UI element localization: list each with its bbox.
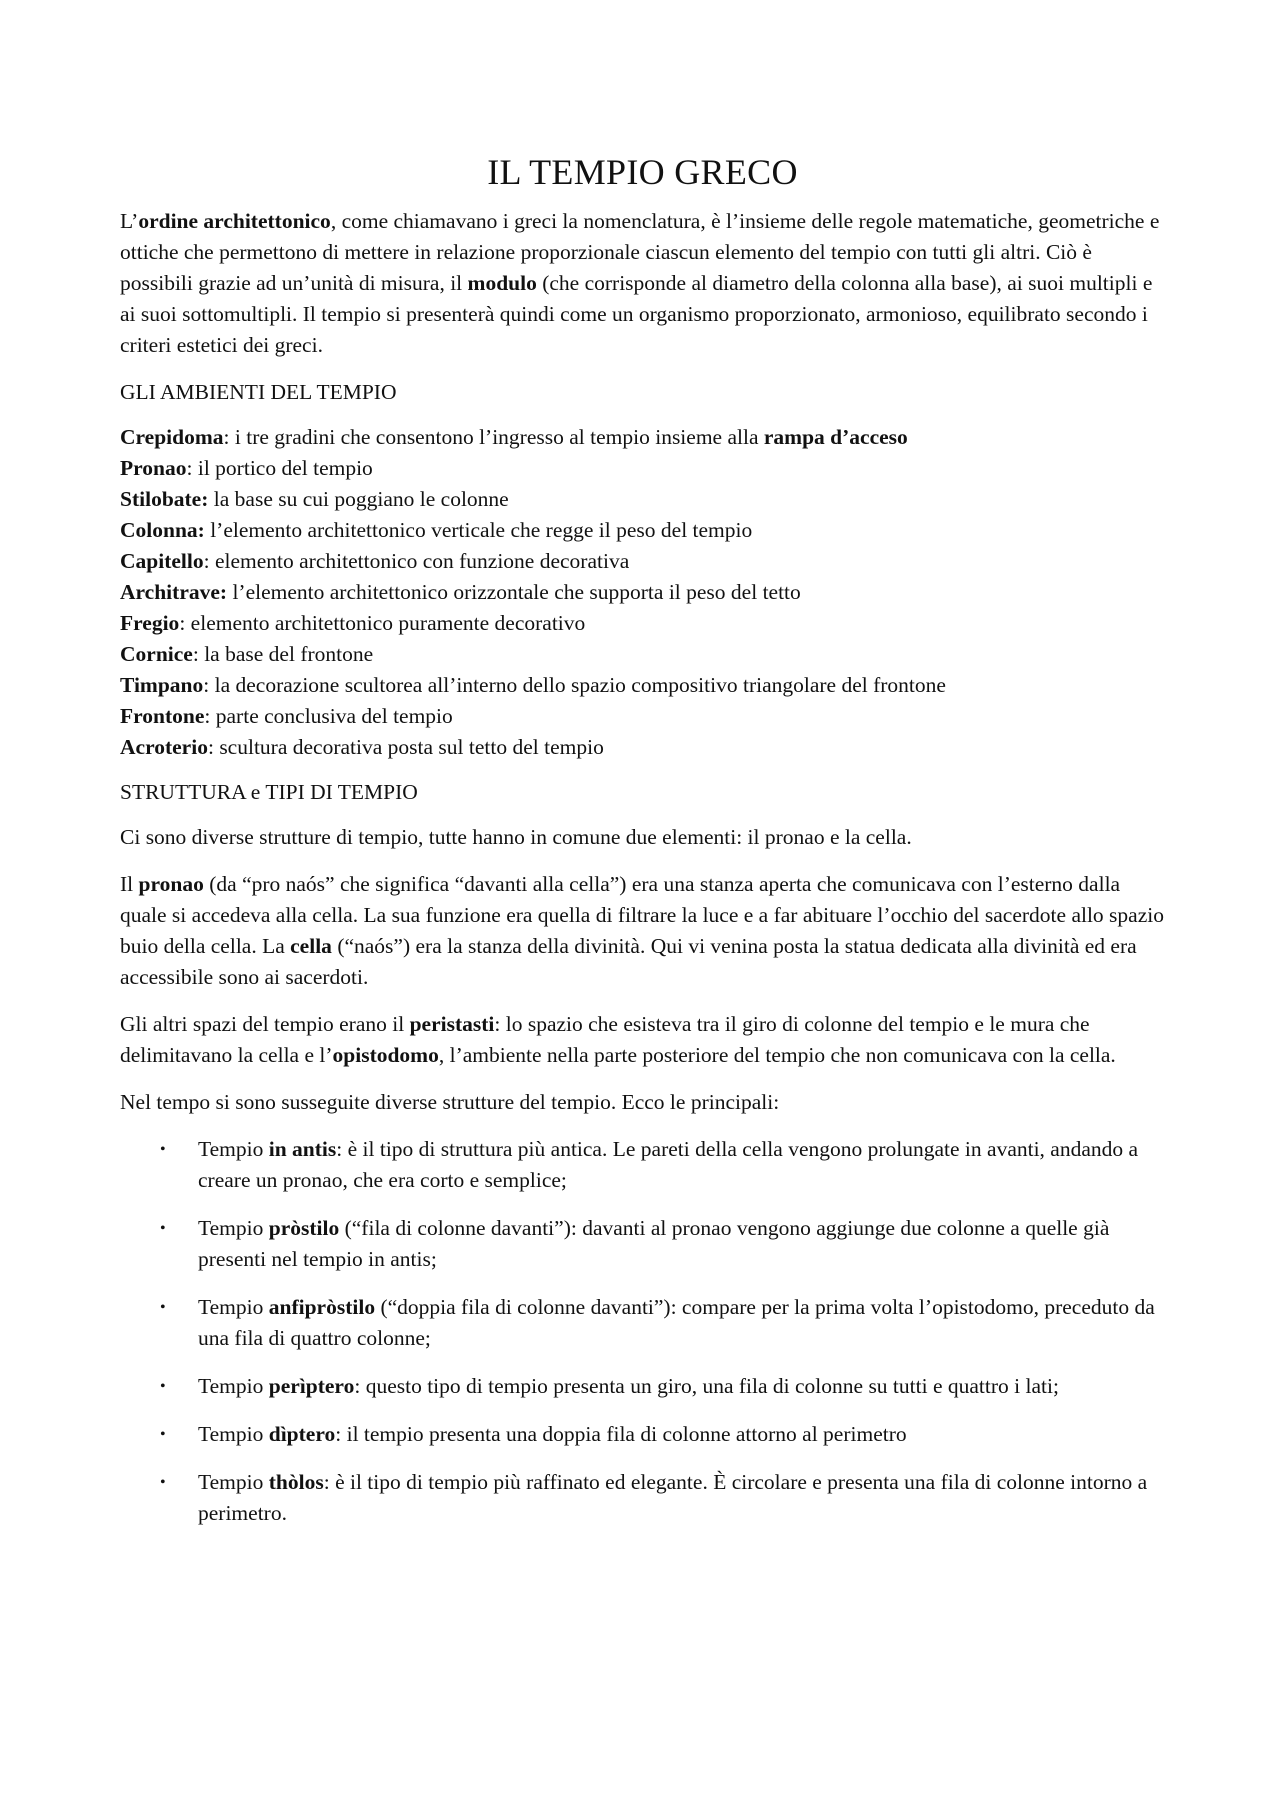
pronao-paragraph: Il pronao (da “pro naós” che significa “davanti alla cella”) era una stanza aperta che comunicava con l’esterno dalla quale si accedeva alla cella. La sua funzione era quella di filtrare la luce e a far abituare l’occhio del sacerdote allo spazio buio della cella. La cella (“naós”) era la stanza della divinità. Qui vi venina posta la statua dedicata alla divinità ed era accessibile sono ai sacerdoti.: [120, 872, 1164, 989]
intro-paragraph: L’ordine architettonico, come chiamavano i greci la nomenclatura, è l’insieme delle regole matematiche, geometriche e ottiche che permettono di mettere in relazione proporzionale ciascun elemento del tempio con tutti gli altri. Ciò è possibili grazie ad un’unità di misura, il modulo (che corrisponde al diametro della colonna alla base), ai suoi multipli e ai suoi sottomultipli. Il tempio si presenterà quindi come un organismo proporzionato, armonioso, equilibrato secondo i criteri estetici dei greci.: [120, 209, 1160, 357]
glossary-item: Colonna: l’elemento architettonico verticale che regge il peso del tempio: [120, 518, 753, 542]
list-item: • Tempio anfipròstilo (“doppia fila di colonne davanti”): compare per la prima volta l’opistodomo, preceduto da una fila di quattro colonne;: [120, 1292, 1165, 1354]
term-ordine-architettonico: ordine architettonico: [138, 209, 331, 233]
glossary-item: Stilobate: la base su cui poggiano le colonne: [120, 487, 509, 511]
temple-types-list: [120, 1134, 1165, 1529]
glossary-list: [120, 422, 1165, 763]
list-intro-paragraph: Nel tempo si sono susseguite diverse strutture del tempio. Ecco le principali:: [120, 1090, 780, 1114]
term-peristasti: peristasti: [409, 1012, 495, 1036]
term-pronao: pronao: [138, 872, 204, 896]
glossary-item: Crepidoma: i tre gradini che consentono l’ingresso al tempio insieme alla rampa d’acceso: [120, 425, 908, 449]
glossary-item: Frontone: parte conclusiva del tempio: [120, 704, 453, 728]
glossary-item: Fregio: elemento architettonico puramente decorativo: [120, 611, 586, 635]
list-item: • Tempio in antis: è il tipo di struttura più antica. Le pareti della cella vengono prolungate in avanti, andando a creare un pronao, che era corto e semplice;: [120, 1134, 1165, 1196]
term-cella: cella: [290, 934, 332, 958]
document-page: [120, 148, 1165, 1546]
spaces-paragraph: Gli altri spazi del tempio erano il peristasti: lo spazio che esisteva tra il giro di colonne del tempio e le mura che delimitavano la cella e l’opistodomo, l’ambiente nella parte posteriore del tempio che non comunicava con la cella.: [120, 1012, 1116, 1067]
bullet-icon: •: [160, 1378, 166, 1395]
glossary-item: Cornice: la base del frontone: [120, 642, 374, 666]
glossary-item: Pronao: il portico del tempio: [120, 456, 373, 480]
glossary-item: Capitello: elemento architettonico con funzione decorativa: [120, 549, 630, 573]
bullet-icon: •: [160, 1220, 166, 1237]
list-item: • Tempio dìptero: il tempio presenta una doppia fila di colonne attorno al perimetro: [120, 1419, 1165, 1450]
bullet-icon: •: [160, 1299, 166, 1316]
bullet-icon: •: [160, 1426, 166, 1443]
glossary-item: Timpano: la decorazione scultorea all’interno dello spazio compositivo triangolare del frontone: [120, 673, 946, 697]
list-item: • Tempio pròstilo (“fila di colonne davanti”): davanti al pronao vengono aggiunge due colonne a quelle già presenti nel tempio in antis;: [120, 1213, 1165, 1275]
list-item: • Tempio perìptero: questo tipo di tempio presenta un giro, una fila di colonne su tutti e quattro i lati;: [120, 1371, 1165, 1402]
glossary-item: Architrave: l’elemento architettonico orizzontale che supporta il peso del tetto: [120, 580, 801, 604]
term-opistodomo: opistodomo: [332, 1043, 439, 1067]
bullet-icon: •: [160, 1474, 166, 1491]
page-title: IL TEMPIO GRECO: [487, 152, 798, 192]
bullet-icon: •: [160, 1141, 166, 1158]
structures-paragraph: Ci sono diverse strutture di tempio, tutte hanno in comune due elementi: il pronao e la cella.: [120, 825, 912, 849]
section-heading-struttura: STRUTTURA e TIPI DI TEMPIO: [120, 780, 418, 804]
term-modulo: modulo: [467, 271, 537, 295]
glossary-item: Acroterio: scultura decorativa posta sul tetto del tempio: [120, 735, 604, 759]
list-item: • Tempio thòlos: è il tipo di tempio più raffinato ed elegante. È circolare e presenta una fila di colonne intorno a perimetro.: [120, 1467, 1165, 1529]
section-heading-ambienti: GLI AMBIENTI DEL TEMPIO: [120, 380, 397, 404]
